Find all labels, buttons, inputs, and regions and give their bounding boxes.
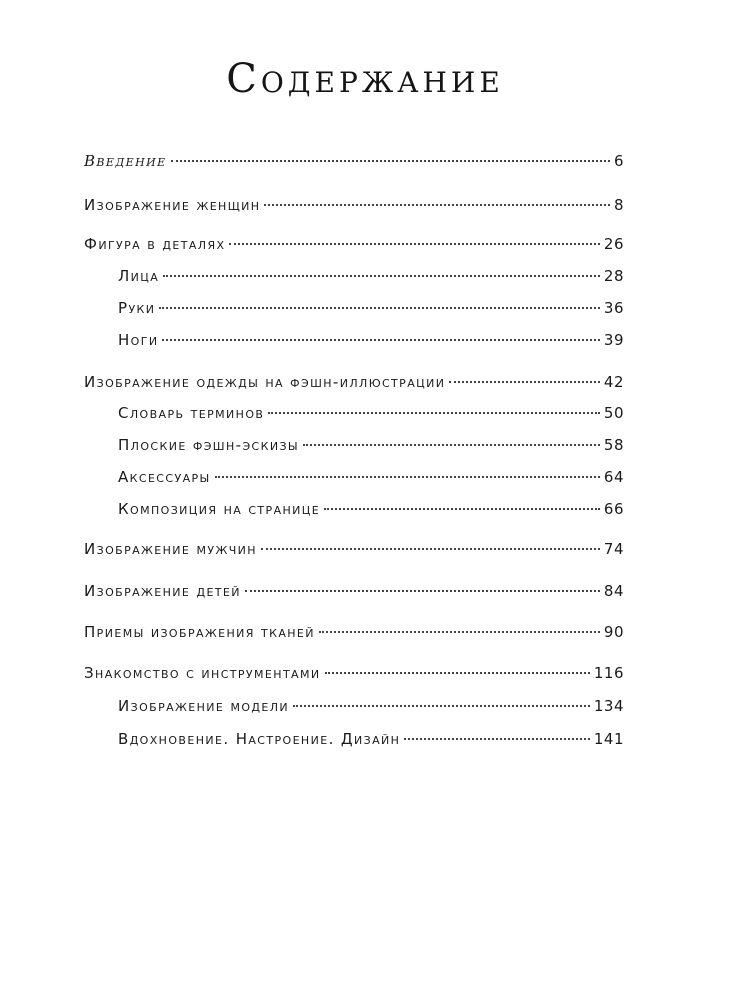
toc-entry-label: Ноги	[118, 331, 159, 349]
toc-entry[interactable]	[118, 468, 624, 494]
toc-entry[interactable]	[84, 582, 624, 608]
toc-page-number: 26	[603, 235, 624, 253]
page-title: Содержание	[226, 56, 504, 102]
toc-entry[interactable]	[118, 500, 624, 526]
toc-entry-label: Изображение женщин	[84, 196, 261, 214]
dot-leader	[404, 737, 590, 740]
toc-entry[interactable]	[118, 697, 624, 723]
toc-entry-label: Руки	[118, 299, 156, 317]
dot-leader	[293, 704, 590, 707]
toc-entry[interactable]	[118, 436, 624, 462]
toc-page-number: 134	[593, 697, 624, 715]
toc-page-number: 66	[603, 500, 624, 518]
toc-page-number: 116	[593, 664, 624, 682]
toc-page-number: 36	[603, 299, 624, 317]
dot-leader	[171, 159, 610, 162]
toc-page-number: 50	[603, 404, 624, 422]
toc-entry-label: Изображение мужчин	[84, 540, 257, 558]
toc-entry[interactable]	[84, 152, 624, 178]
toc-entry[interactable]	[118, 267, 624, 293]
toc-page-number: 6	[613, 152, 624, 170]
dot-leader	[163, 274, 600, 277]
toc-entry[interactable]	[118, 331, 624, 357]
toc-entry[interactable]	[118, 730, 624, 756]
toc-page-number: 42	[603, 373, 624, 391]
dot-leader	[325, 671, 590, 674]
toc-entry[interactable]	[118, 404, 624, 430]
toc-entry[interactable]	[84, 540, 624, 566]
toc-entry-label: Композиция на странице	[118, 500, 321, 518]
toc-entry[interactable]	[84, 664, 624, 690]
dot-leader	[162, 338, 599, 341]
toc-page-number: 84	[603, 582, 624, 600]
dot-leader	[324, 507, 600, 510]
toc-page-number: 8	[613, 196, 624, 214]
toc-entry-label: Вдохновение. Настроение. Дизайн	[118, 730, 401, 748]
toc-entry-label: Изображение детей	[84, 582, 241, 600]
toc-page-number: 90	[603, 623, 624, 641]
toc-page-number: 74	[603, 540, 624, 558]
dot-leader	[268, 411, 600, 414]
toc-entry-label: Изображение модели	[118, 697, 290, 715]
toc-entry-label: Плоские фэшн-эскизы	[118, 436, 299, 454]
dot-leader	[303, 443, 600, 446]
toc-entry-label: Изображение одежды на фэшн-иллюстрации	[84, 373, 446, 391]
toc-entry-label: Введение	[84, 152, 167, 170]
dot-leader	[319, 630, 600, 633]
toc-page-number: 64	[603, 468, 624, 486]
toc-page-number: 39	[603, 331, 624, 349]
toc-page-number: 58	[603, 436, 624, 454]
toc-entry-label: Фигура в деталях	[84, 235, 226, 253]
toc-entry-label: Приемы изображения тканей	[84, 623, 315, 641]
dot-leader	[264, 203, 609, 206]
toc-entry[interactable]	[84, 623, 624, 649]
toc-entry[interactable]	[84, 235, 624, 261]
toc-entry-label: Знакомство с инструментами	[84, 664, 321, 682]
dot-leader	[449, 380, 600, 383]
toc-entry-label: Словарь терминов	[118, 404, 265, 422]
toc-entry[interactable]	[118, 299, 624, 325]
dot-leader	[261, 547, 600, 550]
dot-leader	[245, 589, 600, 592]
toc-page-number: 28	[603, 267, 624, 285]
toc-entry-label: Лица	[118, 267, 160, 285]
dot-leader	[215, 475, 600, 478]
dot-leader	[159, 306, 600, 309]
toc-entry[interactable]	[84, 196, 624, 222]
toc-entry[interactable]	[84, 373, 624, 399]
dot-leader	[229, 242, 599, 245]
toc-page-number: 141	[593, 730, 624, 748]
toc-entry-label: Аксессуары	[118, 468, 211, 486]
